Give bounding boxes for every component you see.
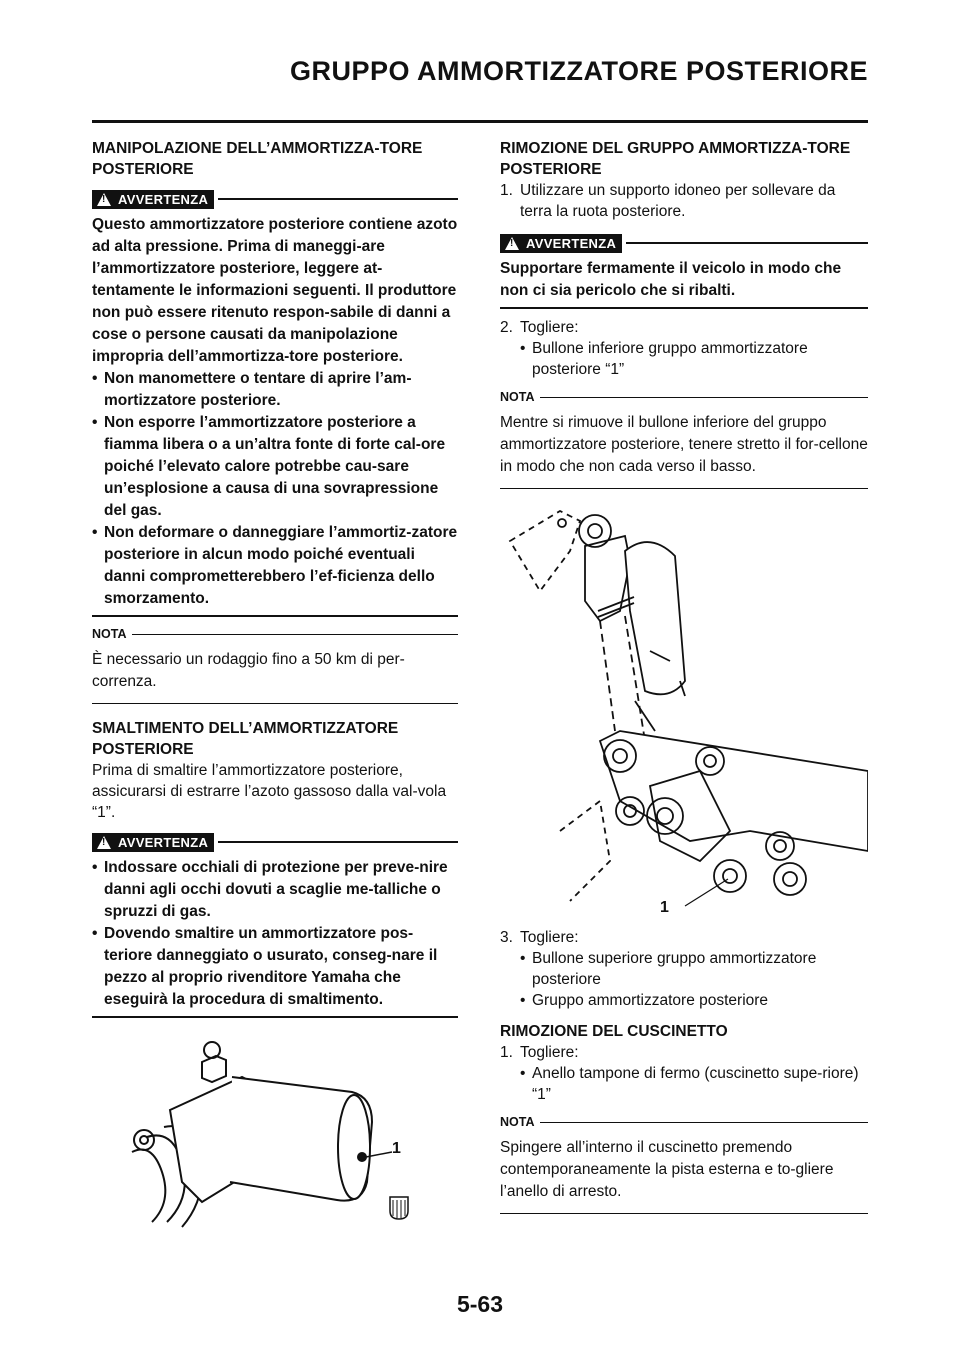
note-box-bearing	[500, 1113, 868, 1214]
warning-box-handling	[92, 188, 458, 617]
warning-box-disposal	[92, 831, 458, 1018]
list-item: • Bullone inferiore gruppo ammortizzatore posteriore “1”	[520, 340, 808, 378]
list-item: • Dovendo smaltire un ammortizzatore pos-teriore danneggiato o usurato, conseg-nare il pezzo al proprio rivenditore Yamaha che eseguirà la procedura di smaltimento.	[92, 925, 438, 1008]
shock-mount-figure	[500, 501, 868, 921]
list-item: • Non deformare o danneggiare l’ammortiz-zatore posteriore in alcun modo poiché eventuali danni comprometterebbero l’ef-ficienza dello smorzamento.	[92, 524, 458, 607]
note-label: NOTA	[92, 627, 127, 641]
title-rule	[92, 120, 868, 123]
page-number: 5-63	[456, 1291, 504, 1317]
warning-icon	[97, 836, 111, 849]
figure-callout-1: 1	[660, 899, 669, 916]
warning-icon	[97, 193, 111, 206]
figure-callout-1: 1	[392, 1140, 401, 1157]
step-3: 3. Togliere:	[500, 929, 579, 946]
warning-badge: ! AVVERTENZA	[500, 234, 622, 253]
shock-valve-figure	[92, 1032, 458, 1242]
list-item: • Non manomettere o tentare di aprire l’am-mortizzatore posteriore.	[92, 370, 412, 409]
shock-absorber-illustration	[92, 1032, 458, 1242]
warning-icon	[505, 237, 519, 250]
note-text: È necessario un rodaggio fino a 50 km di per-correnza.	[92, 643, 458, 704]
section-title-bearing-removal: RIMOZIONE DEL CUSCINETTO	[500, 1023, 728, 1040]
warning-box-support	[500, 232, 868, 309]
right-column	[500, 136, 868, 1214]
list-item: • Anello tampone di fermo (cuscinetto supe-riore) “1”	[520, 1065, 859, 1103]
step-1-bearing: 1. Togliere:	[500, 1044, 579, 1061]
warning-text: Questo ammortizzatore posteriore contiene azoto ad alta pressione. Prima di maneggi-are l’ammortizzatore posteriore, leggere at-tentamente le informazioni seguenti. Il produttore non può essere ritenuto respon-sabile di danni a cose o persone causati da manipolazione impropria dell’ammortizza-tore posteriore.	[92, 216, 458, 365]
section-title-handling: MANIPOLAZIONE DELL’AMMORTIZZA-TORE POSTERIORE	[92, 140, 423, 178]
list-item: • Bullone superiore gruppo ammortizzatore posteriore	[520, 950, 817, 988]
section-title-disposal: SMALTIMENTO DELL’AMMORTIZZATORE POSTERIORE	[92, 720, 399, 758]
note-label: NOTA	[500, 1115, 535, 1129]
page-title: GRUPPO AMMORTIZZATORE POSTERIORE	[289, 56, 868, 86]
warning-badge: ! AVVERTENZA	[92, 190, 214, 209]
warning-badge: ! AVVERTENZA	[92, 833, 214, 852]
note-label: NOTA	[500, 390, 535, 404]
step-2: 2. Togliere:	[500, 319, 579, 336]
note-text: Spingere all’interno il cuscinetto premendo contemporaneamente la pista esterna e to-gliere l’anello di arresto.	[500, 1131, 868, 1214]
rear-suspension-illustration	[500, 501, 868, 921]
paragraph-disposal: Prima di smaltire l’ammortizzatore posteriore, assicurarsi di estrarre l’azoto gassoso dalla val-vola “1”.	[92, 762, 447, 821]
section-title-shock-removal: RIMOZIONE DEL GRUPPO AMMORTIZZA-TORE POSTERIORE	[500, 140, 851, 178]
step-1: 1. Utilizzare un supporto idoneo per sollevare da terra la ruota posteriore.	[500, 182, 836, 220]
note-text: Mentre si rimuove il bullone inferiore del gruppo ammortizzatore posteriore, tenere stretto il for-cellone in modo che non cada verso il basso.	[500, 406, 868, 489]
list-item: • Gruppo ammortizzatore posteriore	[520, 992, 769, 1009]
note-box-break-in	[92, 625, 458, 704]
left-column	[92, 136, 458, 1242]
note-box-swingarm	[500, 388, 868, 489]
warning-text: Supportare fermamente il veicolo in modo che non ci sia pericolo che si ribalti.	[500, 254, 868, 309]
list-item: • Indossare occhiali di protezione per preve-nire danni agli occhi dovuti a scaglie me-talliche o spruzzi di gas.	[92, 859, 448, 920]
list-item: • Non esporre l’ammortizzatore posteriore a fiamma libera o a un’altra fonte di forte cal-ore poiché l’elevato calore potrebbe cau-sare un’esplosione a causa di una sovrapressione del gas.	[92, 414, 446, 519]
